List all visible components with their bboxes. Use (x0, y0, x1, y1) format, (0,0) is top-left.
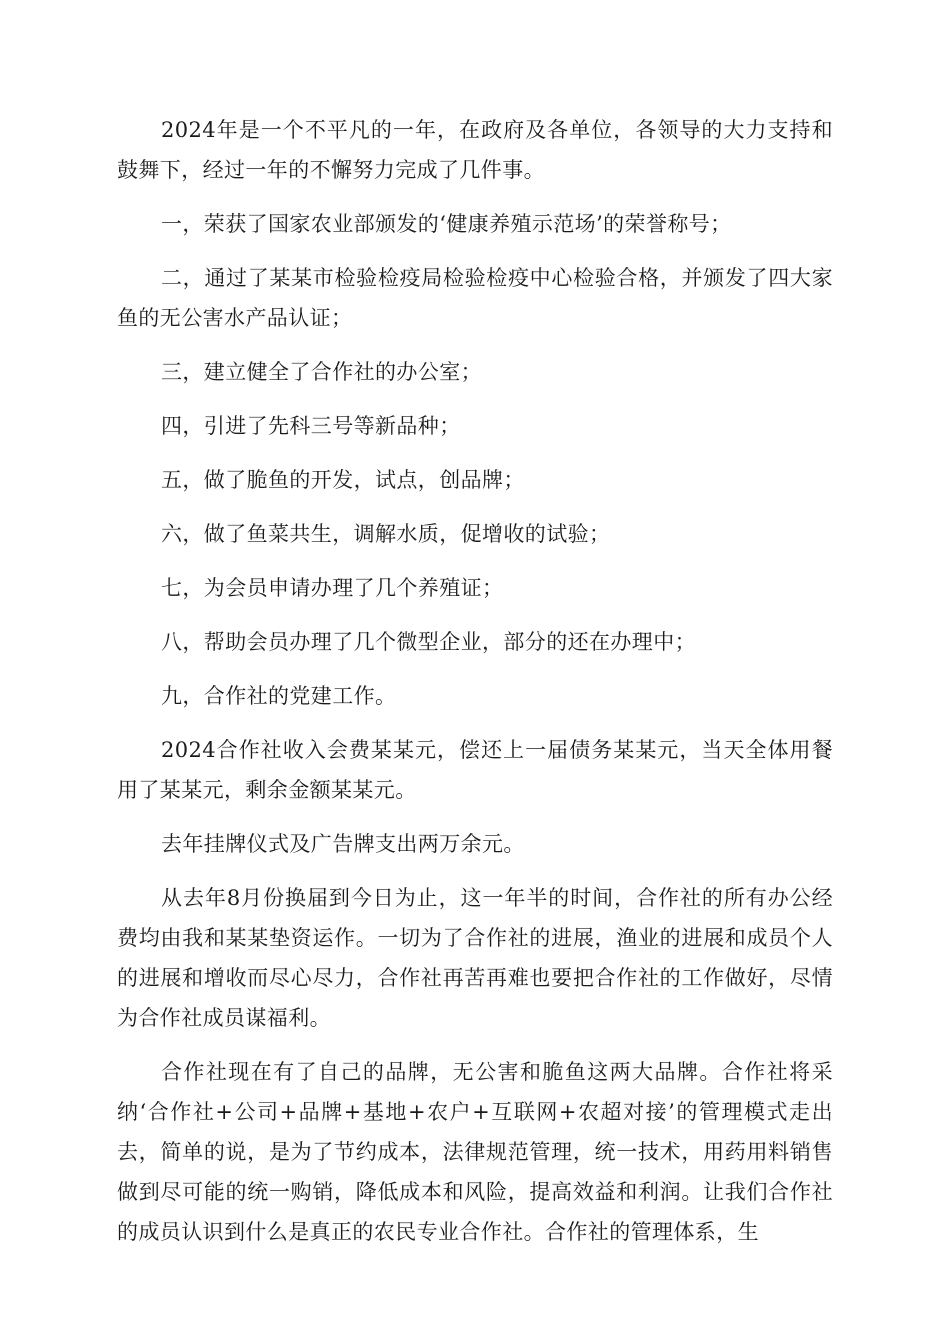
paragraph-item-3: 三，建立健全了合作社的办公室； (161, 360, 482, 384)
paragraph-item-7: 七，为会员申请办理了几个养殖证； (161, 576, 504, 600)
paragraph-item-9: 九，合作社的党建工作。 (161, 684, 397, 708)
paragraph-brand: 合作社现在有了自己的品牌，无公害和脆鱼这两大品牌。合作社将采纳‘合作社+公司+品牌+基地+农户+互联网+农超对接’的管理模式走出去，简单的说，是为了节约成本，法律规范管理，统一技术，用药用料销售做到尽可能的统一购销，降低成本和风险，提高效益和利润。让我们合作社的成员认识到什么是真正的农民专业合作社。合作社的管理体系，生 (117, 1060, 833, 1244)
paragraph-expenses: 去年挂牌仪式及广告牌支出两万余元。 (161, 832, 525, 856)
paragraph-item-2: 二，通过了某某市检验检疫局检验检疫中心检验合格，并颁发了四大家鱼的无公害水产品认证； (117, 266, 833, 330)
document-body (117, 110, 833, 1266)
paragraph-item-4: 四，引进了先科三号等新品种； (161, 414, 461, 438)
paragraph-item-6: 六，做了鱼菜共生，调解水质，促增收的试验； (161, 522, 611, 546)
paragraph-funding: 从去年8月份换届到今日为止，这一年半的时间，合作社的所有办公经费均由我和某某垫资运作。一切为了合作社的进展，渔业的进展和成员个人的进展和增收而尽心尽力，合作社再苦再难也要把合作社的工作做好，尽情为合作社成员谋福利。 (117, 886, 833, 1030)
paragraph-finances: 2024合作社收入会费某某元，偿还上一届债务某某元，当天全体用餐用了某某元，剩余金额某某元。 (117, 738, 833, 802)
paragraph-item-8: 八，帮助会员办理了几个微型企业，部分的还在办理中； (161, 630, 696, 654)
paragraph-item-1: 一，荣获了国家农业部颁发的‘健康养殖示范场’的荣誉称号； (161, 212, 732, 236)
paragraph-intro: 2024年是一个不平凡的一年，在政府及各单位，各领导的大力支持和鼓舞下，经过一年的不懈努力完成了几件事。 (117, 118, 833, 182)
paragraph-item-5: 五，做了脆鱼的开发，试点，创品牌； (161, 468, 525, 492)
